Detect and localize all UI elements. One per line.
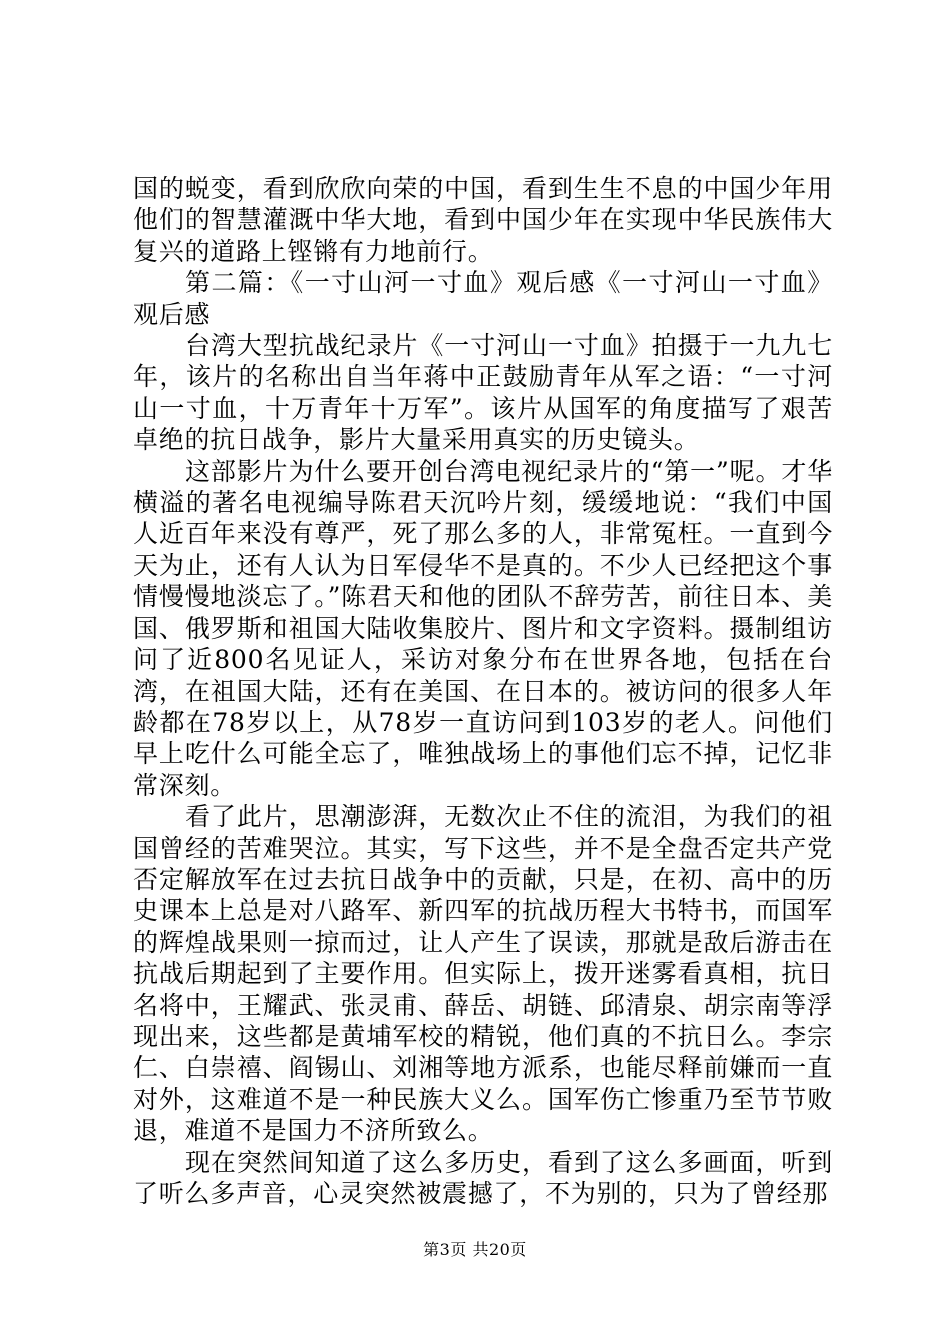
document-body [133,173,833,1209]
paragraph: 这部影片为什么要开创台湾电视纪录片的“第一”呢。才华横溢的著名电视编导陈君天沉吟片刻，缓缓地说：“我们中国人近百年来没有尊严，死了那么多的人，非常冤枉。一直到今天为止，还有人认为日军侵华不是真的。不少人已经把这个事情慢慢地淡忘了。”陈君天和他的团队不辞劳苦，前往日本、美国、俄罗斯和祖国大陆收集胶片、图片和文字资料。摄制组访问了近800名见证人，采访对象分布在世界各地，包括在台湾，在祖国大陆，还有在美国、在日本的。被访问的很多人年龄都在78岁以上，从78岁一直访问到103岁的老人。问他们早上吃什么可能全忘了，唯独战场上的事他们忘不掉，记忆非常深刻。 [133,456,833,800]
paragraph: 现在突然间知道了这么多历史，看到了这么多画面，听到了听么多声音，心灵突然被震撼了，不为别的，只为了曾经那 [133,1147,833,1208]
page-number-footer: 第3页 共20页 [423,1240,527,1259]
section-heading: 第二篇：《一寸山河一寸血》观后感《一寸河山一寸血》观后感 [133,268,833,329]
paragraph-continuation: 国的蜕变，看到欣欣向荣的中国，看到生生不息的中国少年用他们的智慧灌溉中华大地，看到中国少年在实现中华民族伟大复兴的道路上铿锵有力地前行。 [133,174,833,266]
paragraph: 看了此片，思潮澎湃，无数次止不住的流泪，为我们的祖国曾经的苦难哭泣。其实，写下这些，并不是全盘否定共产党否定解放军在过去抗日战争中的贡献，只是，在初、高中的历史课本上总是对八路军、新四军的抗战历程大书特书，而国军的辉煌战果则一掠而过，让人产生了误读，那就是敌后游击在抗战后期起到了主要作用。但实际上，拨开迷雾看真相，抗日名将中，王耀武、张灵甫、薛岳、胡链、邱清泉、胡宗南等浮现出来，这些都是黄埔军校的精锐，他们真的不抗日么。李宗仁、白崇禧、阎锡山、刘湘等地方派系，也能尽释前嫌而一直对外，这难道不是一种民族大义么。国军伤亡惨重乃至节节败退，难道不是国力不济所致么。 [133,802,833,1146]
paragraph: 台湾大型抗战纪录片《一寸河山一寸血》拍摄于一九九七年，该片的名称出自当年蒋中正鼓励青年从军之语：“一寸河山一寸血，十万青年十万军”。该片从国军的角度描写了艰苦卓绝的抗日战争，影片大量采用真实的历史镜头。 [133,331,833,455]
